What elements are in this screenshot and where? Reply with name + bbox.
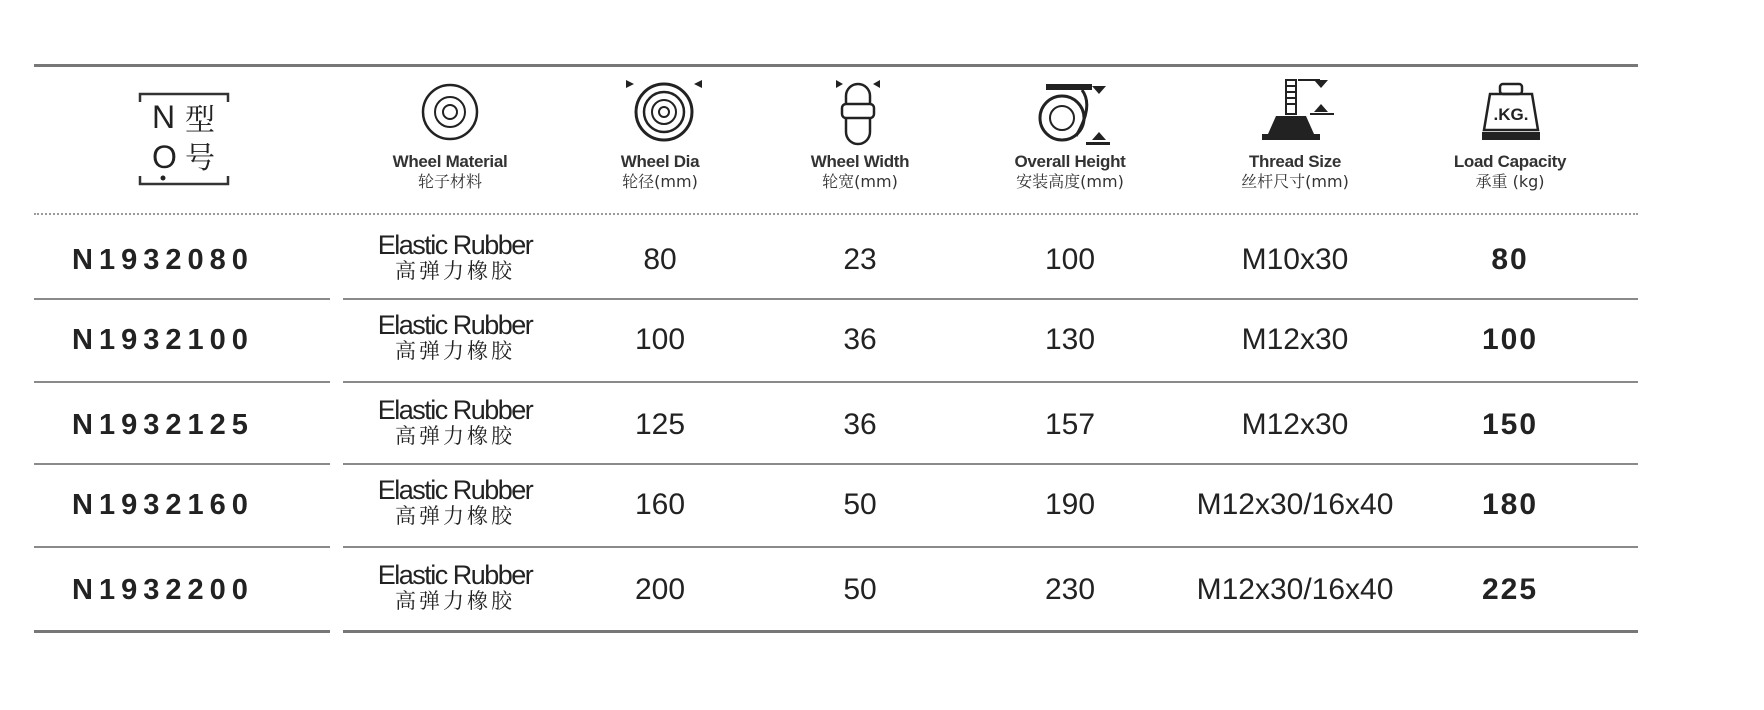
row-divider	[343, 298, 1638, 300]
overall-height: 100	[1044, 243, 1096, 276]
wheel-dia: 200	[634, 573, 686, 606]
wheel-material: Elastic Rubber 高弹力橡胶	[377, 395, 533, 448]
svg-text:号: 号	[185, 141, 215, 176]
svg-text:N: N	[152, 99, 176, 135]
header-divider	[34, 213, 1638, 215]
load-capacity: 180	[1481, 488, 1539, 521]
row-divider	[343, 546, 1638, 548]
row-divider	[34, 546, 330, 548]
wheel-width-icon	[830, 76, 886, 146]
model-number: N1932100	[72, 324, 254, 356]
load-capacity: 225	[1481, 573, 1539, 606]
svg-text:型: 型	[185, 103, 215, 138]
wheel-material: Elastic Rubber 高弹力橡胶	[377, 310, 533, 363]
svg-text:.KG.: .KG.	[1493, 105, 1529, 124]
header-load-capacity: Load Capacity 承重 (kg)	[1453, 152, 1567, 191]
thread-size: M12x30	[1241, 408, 1349, 441]
row-divider	[34, 298, 330, 300]
wheel-dia: 160	[634, 488, 686, 521]
wheel-material: Elastic Rubber 高弹力橡胶	[377, 560, 533, 613]
header-wheel-material: Wheel Material 轮子材料	[392, 152, 508, 191]
table-top-rule	[34, 64, 1638, 67]
thread-size: M12x30/16x40	[1196, 488, 1394, 521]
overall-height: 230	[1044, 573, 1096, 606]
load-capacity: 150	[1481, 408, 1539, 441]
wheel-icon	[420, 82, 480, 142]
load-capacity: 100	[1481, 323, 1539, 356]
thread-size: M12x30/16x40	[1196, 573, 1394, 606]
header-wheel-width: Wheel Width 轮宽(mm)	[810, 152, 910, 191]
row-divider	[343, 463, 1638, 465]
wheel-width: 36	[843, 323, 877, 356]
model-number: N1932080	[72, 244, 254, 276]
wheel-width: 50	[843, 488, 877, 521]
row-divider	[34, 381, 330, 383]
header-wheel-dia: Wheel Dia 轮径(mm)	[620, 152, 700, 191]
wheel-width: 36	[843, 408, 877, 441]
load-capacity: 80	[1491, 243, 1529, 276]
svg-text:O: O	[152, 139, 177, 175]
caster-height-icon	[1032, 82, 1112, 148]
row-divider	[34, 463, 330, 465]
wheel-dia: 80	[643, 243, 677, 276]
overall-height: 190	[1044, 488, 1096, 521]
header-overall-height: Overall Height 安装高度(mm)	[1014, 152, 1126, 191]
table-bottom-rule	[343, 630, 1638, 633]
row-divider	[343, 381, 1638, 383]
thread-size: M10x30	[1241, 243, 1349, 276]
wheel-dia: 125	[634, 408, 686, 441]
model-number-icon	[130, 88, 240, 192]
overall-height: 130	[1044, 323, 1096, 356]
wheel-material: Elastic Rubber 高弹力橡胶	[377, 230, 533, 283]
wheel-material: Elastic Rubber 高弹力橡胶	[377, 475, 533, 528]
thread-stem-icon	[1254, 76, 1340, 146]
weight-kg-icon	[1478, 82, 1544, 144]
model-number: N1932160	[72, 489, 254, 521]
wheel-width: 50	[843, 573, 877, 606]
model-number: N1932200	[72, 574, 254, 606]
wheel-dia: 100	[634, 323, 686, 356]
thread-size: M12x30	[1241, 323, 1349, 356]
table-bottom-rule	[34, 630, 330, 633]
wheel-width: 23	[843, 243, 877, 276]
overall-height: 157	[1044, 408, 1096, 441]
wheel-diameter-icon	[622, 76, 706, 144]
header-thread-size: Thread Size 丝杆尺寸(mm)	[1241, 152, 1349, 191]
model-number: N1932125	[72, 409, 254, 441]
